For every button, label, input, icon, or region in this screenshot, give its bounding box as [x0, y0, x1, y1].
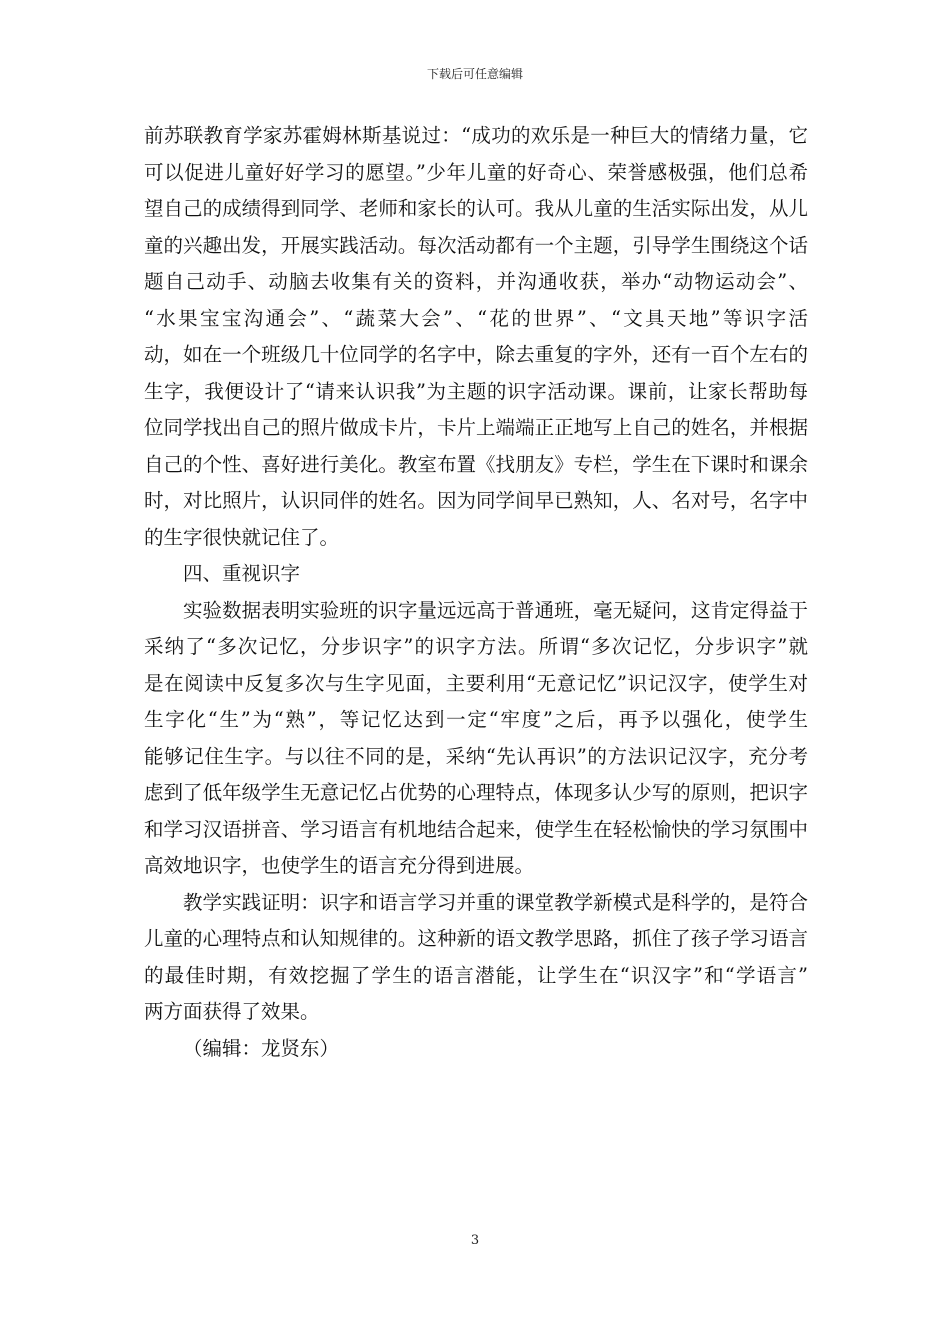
text-line: 望自己的成绩得到同学、老师和家长的认可。我从儿童的生活实际出发，从儿: [144, 197, 808, 220]
document-body: [144, 118, 808, 1067]
text-line: 动，如在一个班级几十位同学的名字中，除去重复的字外，还有一百个左右的: [144, 343, 808, 366]
text-line: 四、重视识字: [183, 562, 301, 585]
text-line: 可以促进儿童好好学习的愿望。”少年儿童的好奇心、荣誉感极强，他们总希: [144, 160, 808, 184]
text-line: 实验数据表明实验班的识字量远远高于普通班，毫无疑问，这肯定得益于: [183, 598, 808, 622]
text-line: 的生字很快就记住了。: [144, 525, 340, 549]
text-line: 自己的个性、喜好进行美化。教室布置《找朋友》专栏，学生在下课时和课余: [144, 452, 808, 476]
text-line: 虑到了低年级学生无意记忆占优势的心理特点，体现多认少写的原则，把识字: [144, 781, 808, 804]
text-line: 采纳了“多次记忆，分步识字”的识字方法。所谓“多次记忆，分步识字”就: [144, 635, 808, 658]
text-line: （编辑：龙贤东）: [183, 1036, 340, 1060]
paragraph: [144, 885, 808, 1031]
text-line: 题自己动手、动脑去收集有关的资料，并沟通收获，举办“动物运动会”、: [144, 270, 808, 293]
text-line: 是在阅读中反复多次与生字见面，主要利用“无意记忆”识记汉字，使学生对: [144, 671, 808, 695]
page-header: 下载后可任意编辑: [426, 67, 523, 81]
text-line: 教学实践证明：识字和语言学习并重的课堂教学新模式是科学的，是符合: [183, 890, 808, 914]
text-line: 两方面获得了效果。: [144, 1000, 320, 1023]
text-line: 位同学找出自己的照片做成卡片，卡片上端端正正地写上自己的姓名，并根据: [144, 416, 808, 439]
text-line: 高效地识字，也使学生的语言充分得到进展。: [144, 854, 535, 877]
editor-credit: [144, 1031, 808, 1068]
text-line: 儿童的心理特点和认知规律的。这种新的语文教学思路，抓住了孩子学习语言: [144, 927, 808, 950]
text-line: 的最佳时期，有效挖掘了学生的语言潜能，让学生在“识汉字”和“学语言”: [144, 963, 808, 987]
text-line: 时，对比照片，认识同伴的姓名。因为同学间早已熟知，人、名对号，名字中: [144, 489, 808, 512]
paragraph: [144, 593, 808, 885]
text-line: 能够记住生字。与以往不同的是，采纳“先认再识”的方法识记汉字，充分考: [144, 744, 808, 768]
text-line: “水果宝宝沟通会”、“蔬菜大会”、“花的世界”、“文具天地”等识字活: [144, 306, 808, 330]
text-line: 生字，我便设计了“请来认识我”为主题的识字活动课。课前，让家长帮助每: [144, 379, 808, 403]
text-line: 前苏联教育学家苏霍姆林斯基说过：“成功的欢乐是一种巨大的情绪力量，它: [144, 124, 808, 147]
text-line: 生字化“生”为“熟”，等记忆达到一定“牢度”之后，再予以强化，使学生: [144, 708, 808, 731]
text-line: 童的兴趣出发，开展实践活动。每次活动都有一个主题，引导学生围绕这个话: [144, 233, 808, 257]
text-line: 和学习汉语拼音、学习语言有机地结合起来，使学生在轻松愉快的学习氛围中: [144, 817, 808, 841]
section-heading: [144, 556, 808, 593]
paragraph: [144, 118, 808, 556]
page-number: 3: [470, 1233, 480, 1248]
